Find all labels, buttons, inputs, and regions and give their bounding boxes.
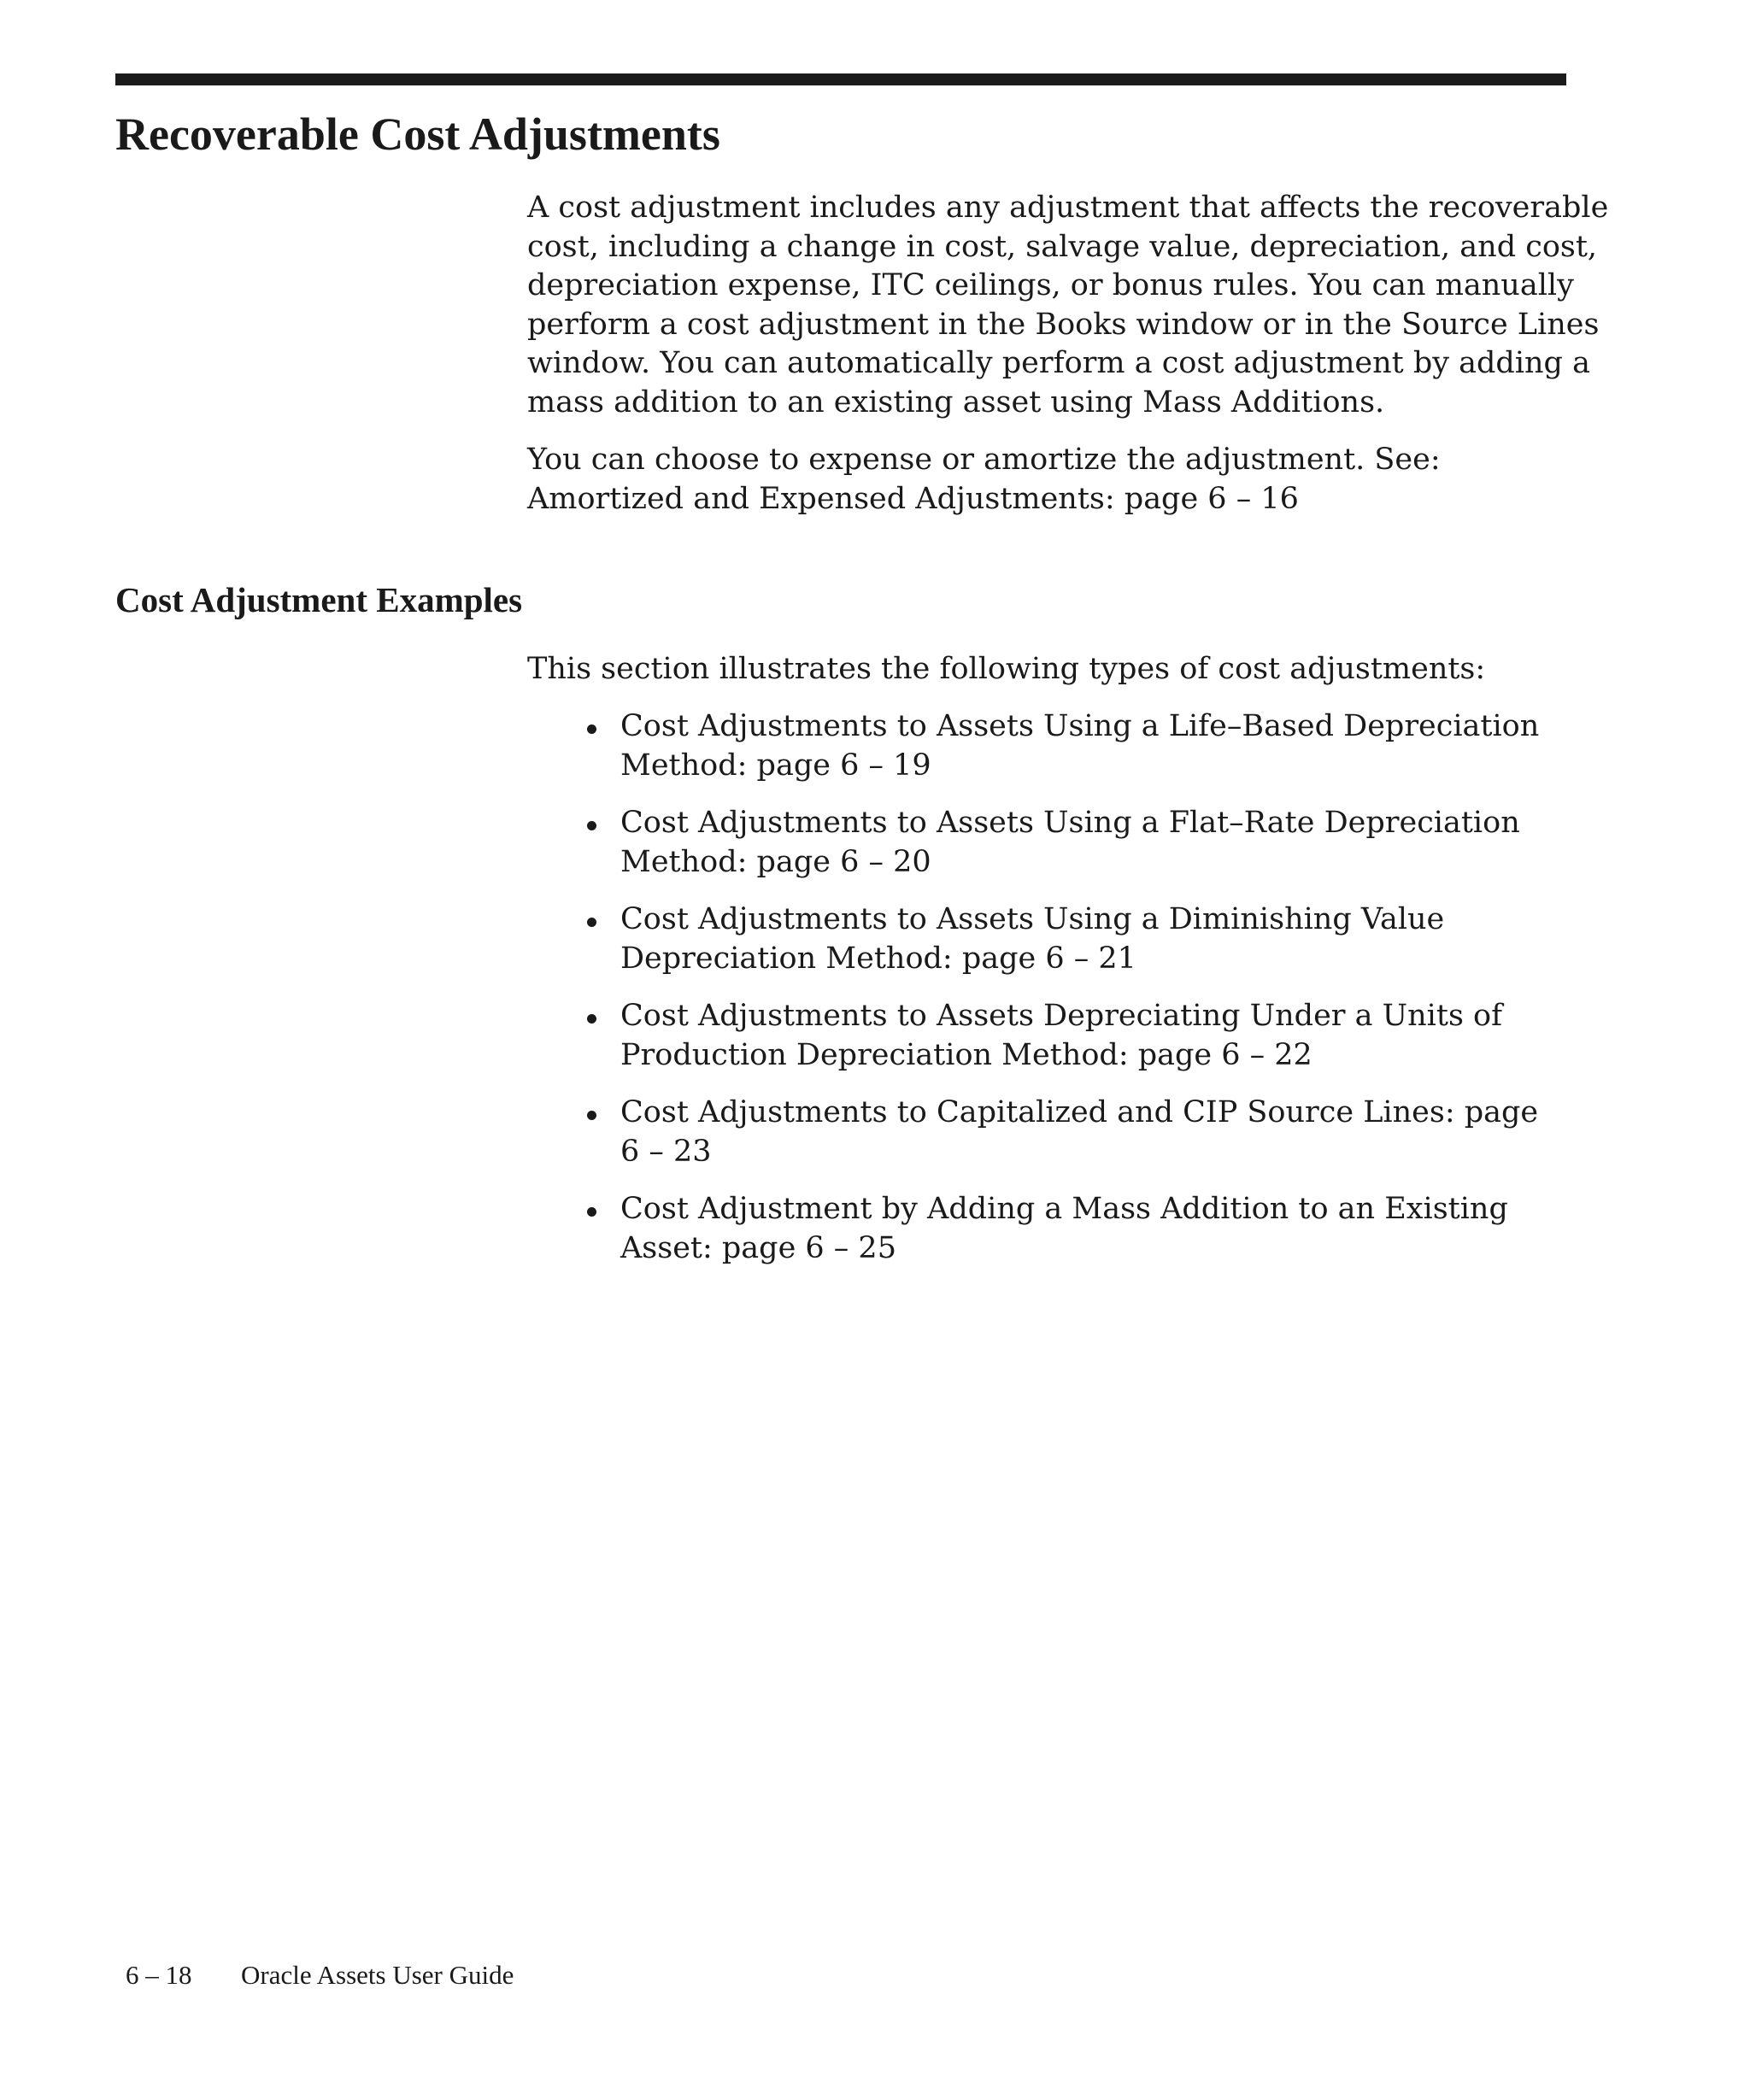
see-also-link[interactable]: Amortized and Expensed Adjustments: page 6 – 16 [527, 481, 1299, 516]
page-number: 6 – 18 [126, 1960, 192, 1990]
bullet-icon [587, 918, 596, 927]
list-item-line: Cost Adjustment by Adding a Mass Addition to an Existing [620, 1192, 1508, 1226]
list-item[interactable] [527, 997, 1570, 1075]
bullet-icon [587, 1207, 596, 1217]
list-item[interactable] [527, 1094, 1570, 1171]
bullet-icon [587, 1014, 596, 1024]
intro-paragraph [527, 189, 1609, 422]
intro-line: A cost adjustment includes any adjustment that affects the recoverable [527, 191, 1609, 225]
list-item-line: 6 – 23 [620, 1134, 712, 1169]
list-item-line: Cost Adjustments to Assets Depreciating Under a Units of [620, 999, 1503, 1033]
top-rule [115, 73, 1566, 85]
book-title: Oracle Assets User Guide [241, 1960, 514, 1990]
bullet-icon [587, 821, 596, 830]
intro-line: mass addition to an existing asset using Mass Additions. [527, 384, 1385, 419]
section-heading: Cost Adjustment Examples [115, 580, 523, 619]
list-item-line: Cost Adjustments to Assets Using a Life–Based Depreciation [620, 709, 1540, 743]
page-title: Recoverable Cost Adjustments [115, 109, 720, 160]
list-item-line: Cost Adjustments to Assets Using a Diminishing Value [620, 902, 1445, 936]
intro-line: perform a cost adjustment in the Books window or in the Source Lines [527, 307, 1600, 342]
intro-line: cost, including a change in cost, salvage value, depreciation, and cost, [527, 229, 1598, 264]
bullet-icon [587, 724, 596, 734]
list-item-line: Depreciation Method: page 6 – 21 [620, 941, 1136, 976]
list-item[interactable] [527, 1190, 1570, 1268]
see-also-line: You can choose to expense or amortize the adjustment. See: [527, 443, 1441, 477]
list-item-line: Cost Adjustments to Assets Using a Flat–Rate Depreciation [620, 806, 1520, 840]
list-item[interactable] [527, 804, 1570, 882]
list-item[interactable] [527, 900, 1570, 978]
list-item-line: Method: page 6 – 20 [620, 844, 931, 879]
list-item-line: Cost Adjustments to Capitalized and CIP Source Lines: page [620, 1095, 1539, 1129]
intro-line: depreciation expense, ITC ceilings, or bonus rules. You can manually [527, 268, 1574, 302]
list-item-line: Method: page 6 – 19 [620, 748, 931, 783]
bullet-icon [587, 1111, 596, 1120]
section-intro: This section illustrates the following types of cost adjustments: [527, 652, 1486, 686]
intro-line: window. You can automatically perform a cost adjustment by adding a [527, 346, 1590, 380]
list-item-line: Production Depreciation Method: page 6 – 22 [620, 1037, 1312, 1072]
cost-adjustment-list [527, 707, 1570, 1287]
list-item[interactable] [527, 707, 1570, 785]
list-item-line: Asset: page 6 – 25 [620, 1230, 896, 1265]
see-also-paragraph [527, 441, 1553, 519]
